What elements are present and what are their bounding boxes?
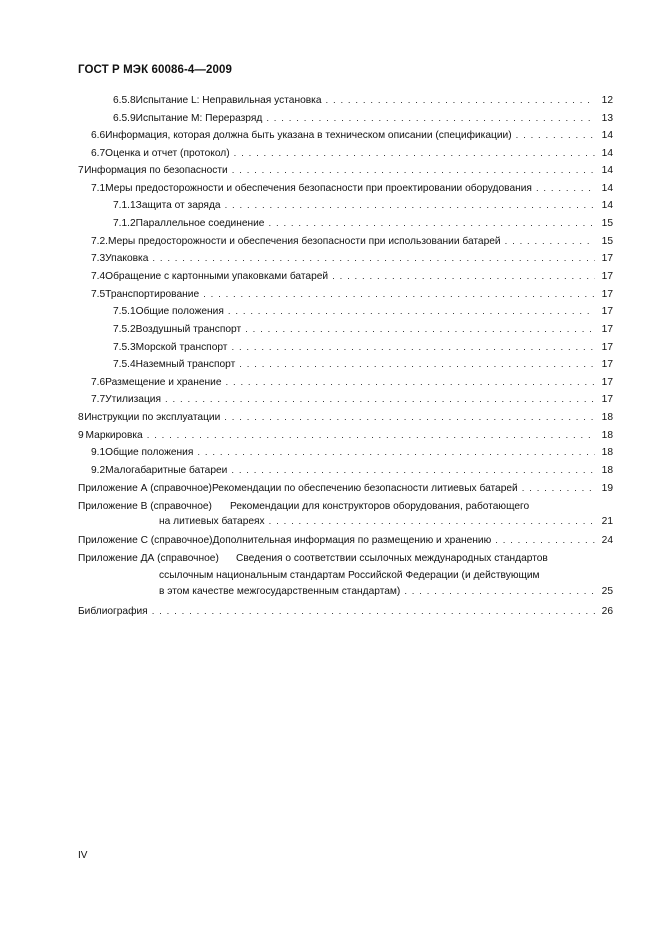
toc-entry[interactable]: Приложение С (справочное) Дополнительная информация по размещению и хранению . . . 24 — [78, 534, 613, 550]
toc-entry-line[interactable]: ссылочным национальным стандартам Российской Федерации (и действующим — [159, 570, 540, 581]
toc-entry[interactable]: 7.4 Обращение с картонными упаковками батарей . . . 17 — [91, 270, 613, 286]
toc-entry[interactable]: 7.7 Утилизация . . . 17 — [91, 393, 613, 409]
toc-entry[interactable]: 6.7 Оценка и отчет (протокол) . . . 14 — [91, 147, 613, 163]
toc-entry[interactable]: Приложение А (справочное) Рекомендации по обеспечению безопасности литиевых батарей . . . 19 — [78, 482, 613, 498]
toc-entry[interactable]: 7.5.2 Воздушный транспорт . . . 17 — [113, 323, 613, 339]
toc-entry[interactable]: 9.1 Общие положения . . . 18 — [91, 446, 613, 462]
toc-entry[interactable]: 9.2 Малогабаритные батареи . . . 18 — [91, 464, 613, 480]
toc-entry[interactable]: 7.5.4 Наземный транспорт . . . 17 — [113, 358, 613, 374]
toc-entry[interactable]: 7.1 Меры предосторожности и обеспечения безопасности при проектировании оборудования . . . 14 — [91, 182, 613, 198]
toc-entry[interactable]: Библиография . . . 26 — [78, 605, 613, 621]
toc-entry[interactable]: 6.6 Информация, которая должна быть указана в техническом описании (спецификации) . . . 14 — [91, 129, 613, 145]
toc-entry[interactable]: 8 Инструкции по эксплуатации . . . 18 — [78, 411, 613, 427]
toc-entry[interactable]: 6.5.8 Испытание L: Неправильная установка . . . 12 — [113, 94, 613, 110]
toc-entry[interactable]: 7.2. Меры предосторожности и обеспечения безопасности при использовании батарей . . . 15 — [91, 235, 613, 251]
toc-entry-line[interactable]: Приложение В (справочное) Рекомендации для конструкторов оборудования, работающего — [78, 501, 530, 512]
toc-entry[interactable]: 9 Маркировка . . . 18 — [78, 429, 613, 445]
toc-entry-line[interactable]: Приложение ДА (справочное) Сведения о соответствии ссылочных международных стандартов — [78, 553, 548, 564]
toc-entry[interactable]: 7.1.2 Параллельное соединение . . . 15 — [113, 217, 613, 233]
toc-entry[interactable]: 7.3 Упаковка . . . 17 — [91, 252, 613, 268]
toc-entry[interactable]: в этом качестве межгосударственным стандартам) . . . 25 — [159, 585, 613, 601]
toc-entry[interactable]: 7.5 Транспортирование . . . 17 — [91, 288, 613, 304]
toc-entry[interactable]: 6.5.9 Испытание M: Переразряд . . . 13 — [113, 112, 613, 128]
toc-entry[interactable]: 7.6 Размещение и хранение . . . 17 — [91, 376, 613, 392]
toc-entry[interactable]: 7 Информация по безопасности . . . 14 — [78, 164, 613, 180]
toc-entry[interactable]: 7.1.1 Защита от заряда . . . 14 — [113, 199, 613, 215]
toc-entry[interactable]: 7.5.1 Общие положения . . . 17 — [113, 305, 613, 321]
page-number: IV — [78, 850, 88, 861]
toc-entry[interactable]: на литиевых батареях . . . 21 — [159, 515, 613, 531]
toc-entry[interactable]: 7.5.3 Морской транспорт . . . 17 — [113, 341, 613, 357]
document-header: ГОСТ Р МЭК 60086-4—2009 — [78, 64, 232, 76]
